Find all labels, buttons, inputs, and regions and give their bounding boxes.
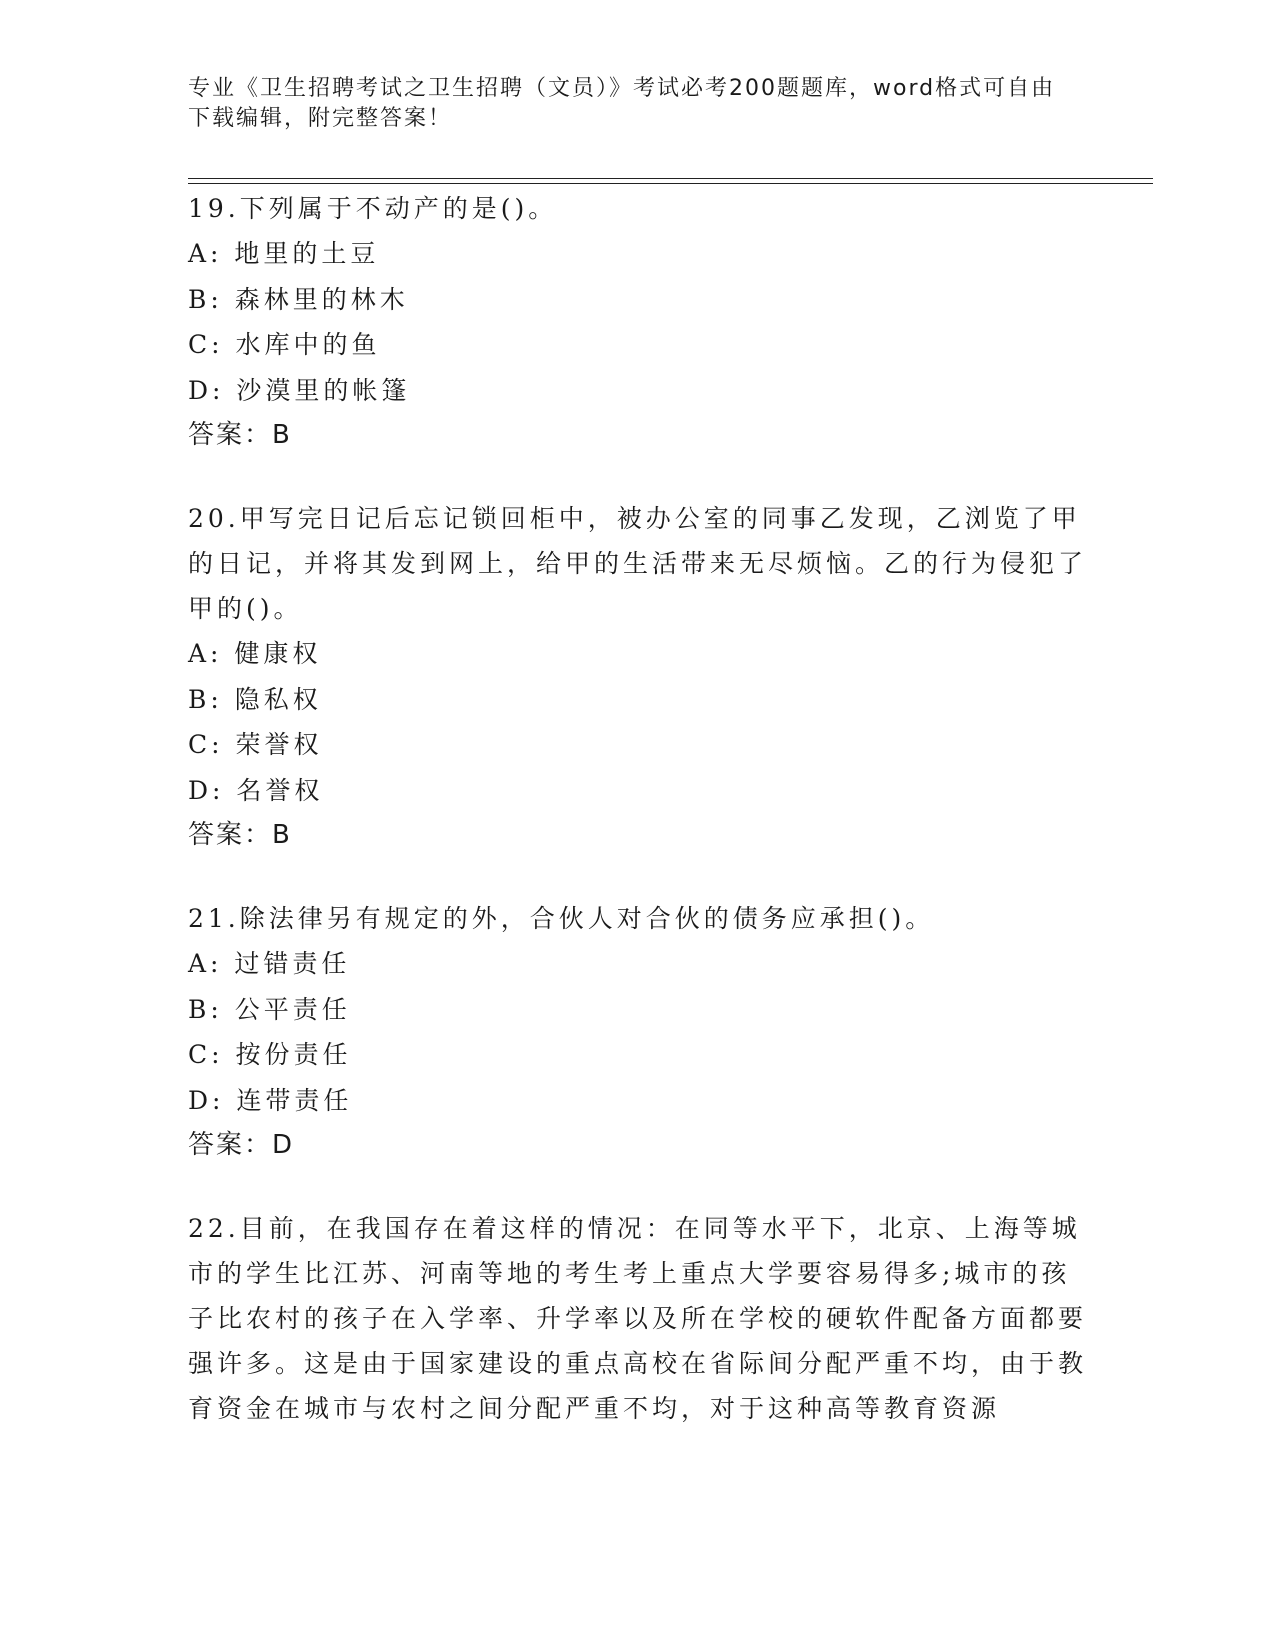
question-21 (188, 896, 1088, 1168)
question-stem: 21.除法律另有规定的外，合伙人对合伙的债务应承担()。 (188, 904, 935, 933)
answer-label: 答案： (188, 420, 273, 450)
answer-line (188, 813, 1088, 858)
answer-label: 答案： (188, 820, 273, 850)
option-c: C: 按份责任 (188, 1040, 352, 1069)
answer-line (188, 413, 1088, 458)
option-c: C: 水库中的鱼 (188, 330, 381, 359)
option-a: A: 健康权 (188, 639, 322, 668)
answer-value: B (272, 820, 292, 850)
header-divider-top (188, 178, 1153, 179)
question-22 (188, 1206, 1088, 1431)
option-d: D: 沙漠里的帐篷 (188, 375, 411, 405)
option-d: D: 名誉权 (188, 775, 324, 805)
option-c: C: 荣誉权 (188, 730, 323, 759)
question-19 (188, 186, 1088, 458)
option-b: B: 森林里的林木 (188, 284, 409, 314)
document-header: 专业《卫生招聘考试之卫生招聘（文员）》考试必考200题题库，word格式可自由下载编辑，附完整答案！ (188, 76, 1056, 131)
question-list (188, 186, 1088, 1469)
answer-value: B (272, 420, 292, 450)
option-a: A: 地里的土豆 (188, 239, 380, 268)
answer-value: D (272, 1130, 295, 1160)
option-b: B: 隐私权 (188, 684, 322, 714)
option-d: D: 连带责任 (188, 1085, 353, 1115)
option-a: A: 过错责任 (188, 949, 351, 978)
option-b: B: 公平责任 (188, 994, 351, 1024)
question-stem: 20.甲写完日记后忘记锁回柜中，被办公室的同事乙发现，乙浏览了甲的日记，并将其发到网上，给甲的生活带来无尽烦恼。乙的行为侵犯了甲的()。 (188, 504, 1088, 623)
question-stem: 19.下列属于不动产的是()。 (188, 194, 558, 223)
question-stem: 22.目前，在我国存在着这样的情况：在同等水平下，北京、上海等城市的学生比江苏、河南等地的考生考上重点大学要容易得多;城市的孩子比农村的孩子在入学率、升学率以及所在学校的硬软件配备方面都要强许多。这是由于国家建设的重点高校在省际间分配严重不均，由于教育资金在城市与农村之间分配严重不均，对于这种高等教育资源 (188, 1214, 1088, 1423)
question-20 (188, 496, 1088, 858)
answer-label: 答案： (188, 1130, 273, 1160)
answer-line (188, 1123, 1088, 1168)
header-divider-bottom (188, 183, 1153, 184)
